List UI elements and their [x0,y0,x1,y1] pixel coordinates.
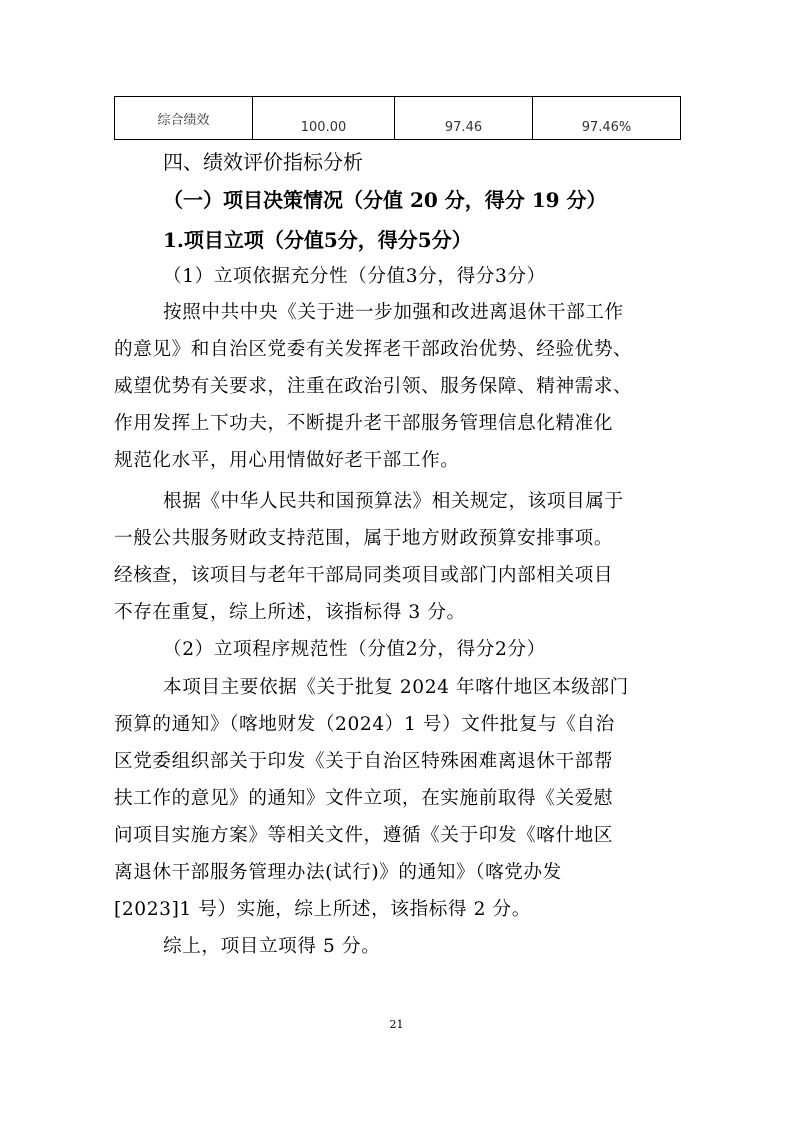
table-row [115,97,681,140]
paragraph-line: 的意见》和自治区党委有关发挥老干部政治优势、经验优势、 [114,339,633,360]
paragraph-line: 作用发挥上下功夫，不断提升老干部服务管理信息化精准化 [114,413,614,434]
table-cell-label: 综合绩效 [115,97,253,140]
table-cell-score-rate: 97.46% [533,97,681,140]
paragraph-line: 按照中共中央《关于进一步加强和改进离退休干部工作 [163,302,624,323]
paragraph-line: [2023]1 号）实施，综上所述，该指标得 2 分。 [114,899,531,920]
paragraph-line: 威望优势有关要求，注重在政治引领、服务保障、精神需求、 [114,376,633,397]
table-cell-total-score: 100.00 [253,97,395,140]
table-cell-score: 97.46 [395,97,533,140]
paragraph-line: 经核查，该项目与老年干部局同类项目或部门内部相关项目 [114,565,614,586]
paragraph-line: 预算的通知》（喀地财发（2024）1 号）文件批复与《自治 [114,714,615,735]
section-heading-4-1: （一）项目决策情况（分值 20 分，得分 19 分） [163,188,607,212]
paragraph-line: 本项目主要依据《关于批复 2024 年喀什地区本级部门 [163,677,629,698]
performance-summary-table [114,96,681,140]
paragraph-line: 规范化水平，用心用情做好老干部工作。 [114,450,460,471]
paragraph-line: 问项目实施方案》等相关文件，遵循《关于印发《喀什地区 [114,825,614,846]
paragraph-line: 一般公共服务财政支持范围，属于地方财政预算安排事项。 [114,528,614,549]
paragraph-line: 区党委组织部关于印发《关于自治区特殊困难离退休干部帮 [114,751,614,772]
paragraph-conclusion: 综上，项目立项得 5 分。 [163,936,381,957]
section-heading-4: 四、绩效评价指标分析 [163,150,363,174]
paragraph-line: 根据《中华人民共和国预算法》相关规定，该项目属于 [163,491,624,512]
criterion-heading-1: （1）立项依据充分性（分值3分，得分3分） [163,266,546,287]
paragraph-line: 离退休干部服务管理办法(试行)》的通知》（喀党办发 [114,862,562,883]
criterion-heading-2: （2）立项程序规范性（分值2分，得分2分） [163,639,546,660]
paragraph-line: 扶工作的意见》的通知》文件立项，在实施前取得《关爱慰 [114,788,614,809]
page-number: 21 [389,1018,404,1031]
paragraph-line: 不存在重复，综上所述，该指标得 3 分。 [114,602,466,623]
subsection-heading-1: 1.项目立项（分值5分，得分5分） [163,228,472,252]
